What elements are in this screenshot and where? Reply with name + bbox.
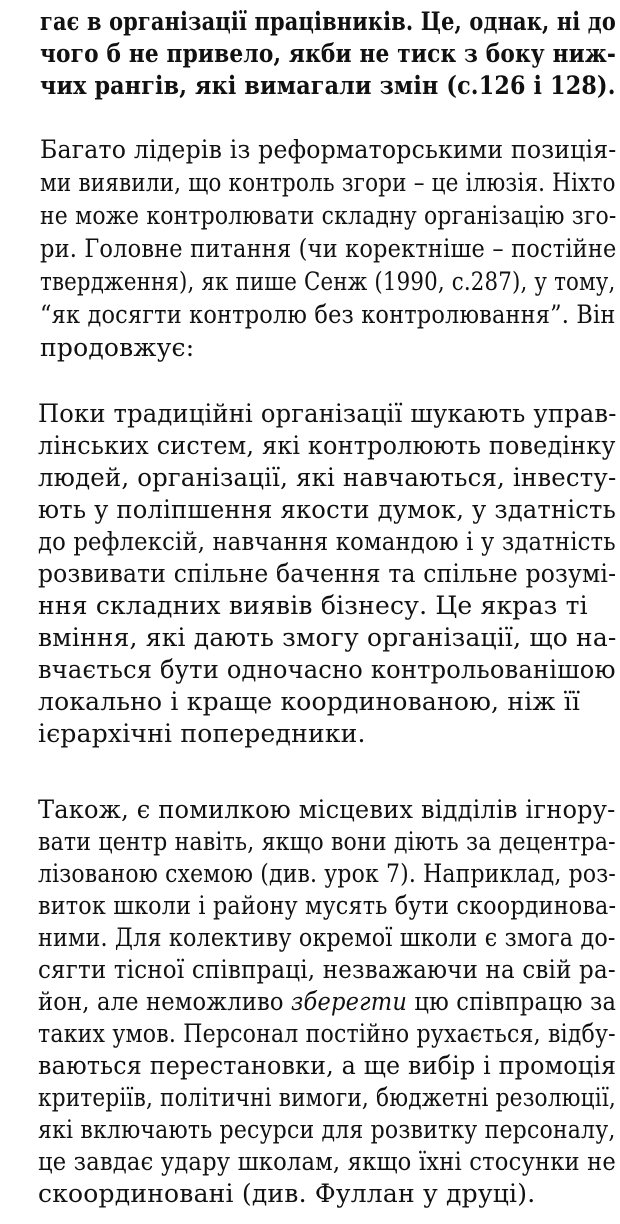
quote-line: лінських систем, які контролюють поведінку xyxy=(38,431,616,460)
text-line: це завдає удару школам, якщо їхні стосунки не xyxy=(38,1147,617,1176)
text-line: ваються перестановки, а ще вибір і промоція xyxy=(38,1051,617,1080)
text-line: не може контролювати складну організацію зго- xyxy=(40,201,617,230)
quote-line: ієрархічні попередники. xyxy=(38,719,366,748)
text-line: критеріїв, політичні вимоги, бюджетні резолюції, xyxy=(38,1083,616,1112)
text-line: “як досягти контролю без контролювання”. Він xyxy=(40,300,616,329)
text-line: продовжує: xyxy=(40,333,195,362)
quote-line: до рефлексій, навчання командою і у здатність xyxy=(38,527,616,556)
text-line: чих рангів, які вимагали змін (с.126 і 128). xyxy=(40,71,616,100)
text-line: скоординовані (див. Фуллан у друці). xyxy=(38,1179,536,1208)
quote-line: людей, організації, які навчаються, інвесту- xyxy=(38,463,617,492)
text-segment: йон, але неможливо xyxy=(38,987,291,1016)
emphasized-word: зберегти xyxy=(290,987,408,1016)
quote-line: розвивати спільне бачення та спільне розумі- xyxy=(38,559,617,588)
quote-line: вчається бути одночасно контрольованішою xyxy=(38,655,616,684)
quote-line: Поки традиційні організації шукають управ- xyxy=(38,399,617,428)
text-line: чого б не привело, якби не тиск з боку ниж- xyxy=(40,39,617,68)
quote-line: ють у поліпшення якости думок, у здатність xyxy=(38,495,616,524)
quote-line: локально і краще координованою, ніж її xyxy=(38,687,581,716)
text-line: гає в організації працівників. Це, однак, ні до xyxy=(40,7,616,36)
text-line: ними. Для колективу окремої школи є змога до- xyxy=(38,923,616,952)
text-line: які включають ресурси для розвитку персоналу, xyxy=(38,1115,616,1144)
text-line: таких умов. Персонал постійно рухається, відбу- xyxy=(38,1019,616,1048)
text-line: Також, є помилкою місцевих відділів ігнору- xyxy=(38,795,616,824)
text-line: сягти тісної співпраці, незважаючи на свій ра- xyxy=(38,955,616,984)
text-line-with-emphasis xyxy=(38,986,616,1018)
text-line: вати центр навіть, якщо вони діють за децентра- xyxy=(38,827,616,856)
text-line: Багато лідерів із реформаторськими позиція- xyxy=(40,135,617,164)
text-line: твердження), як пише Сенж (1990, с.287), у тому, xyxy=(40,267,616,296)
text-line: ри. Головне питання (чи коректніше – постійне xyxy=(40,234,617,263)
text-line: лізованою схемою (див. урок 7). Наприклад, роз- xyxy=(38,859,616,888)
quote-line: ння складних виявів бізнесу. Це якраз ті xyxy=(38,591,588,620)
text-line: виток школи і району мусять бути скоординова- xyxy=(38,891,617,920)
text-line: ми виявили, що контроль згори – це ілюзія. Ніхто xyxy=(40,168,616,197)
quote-line: вміння, які дають змогу організації, що на- xyxy=(38,623,617,652)
text-segment: цю співпрацю за xyxy=(407,987,617,1016)
